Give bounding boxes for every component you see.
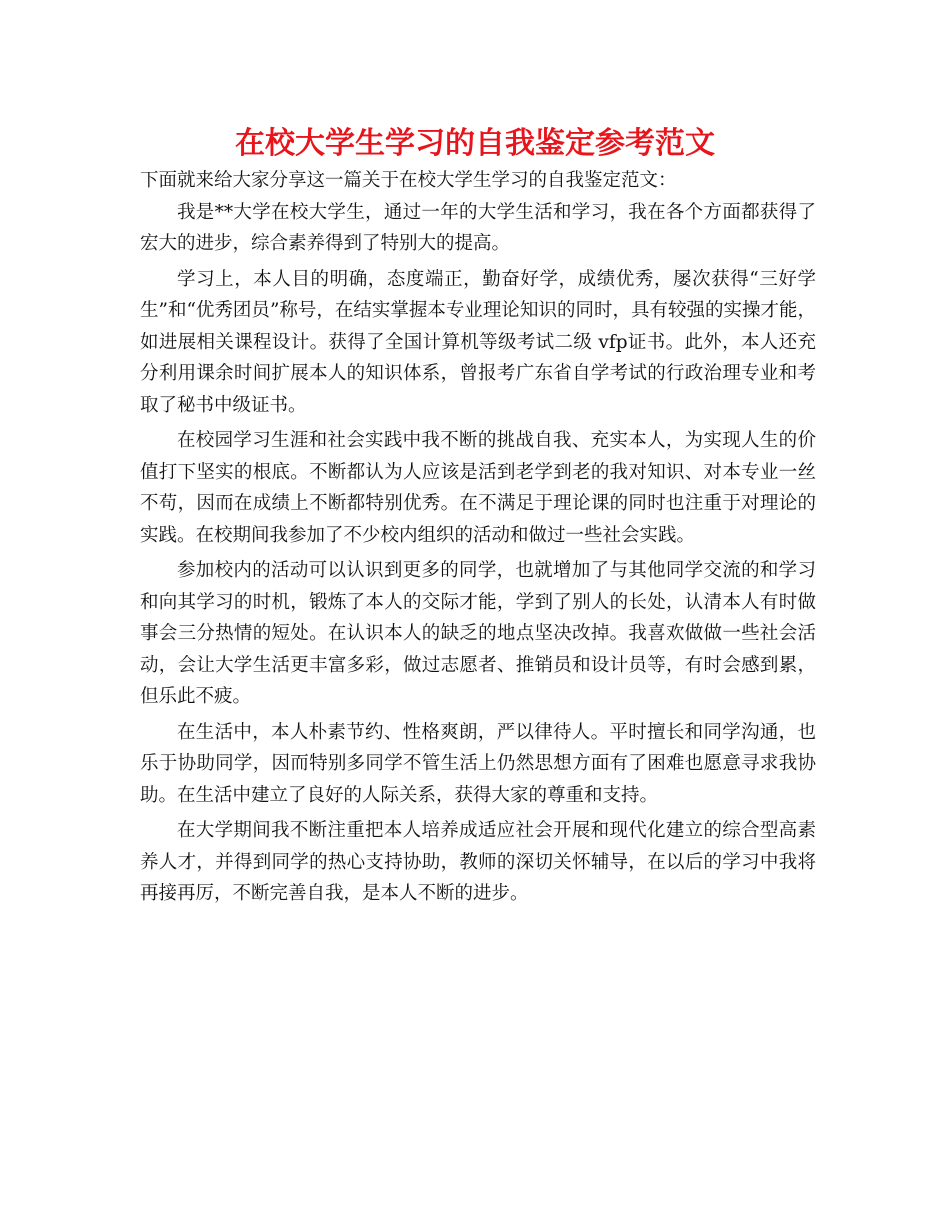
document-body	[140, 165, 816, 914]
paragraph-5: 在生活中，本人朴素节约、性格爽朗，严以律待人。平时擅长和同学沟通，也乐于协助同学，因而特别多同学不管生活上仍然思想方面有了困难也愿意寻求我协助。在生活中建立了良好的人际关系，获得大家的尊重和支持。	[140, 721, 816, 806]
intro-line: 下面就来给大家分享这一篇关于在校大学生学习的自我鉴定范文：	[140, 170, 677, 191]
document-title: 在校大学生学习的自我鉴定参考范文	[235, 126, 715, 161]
paragraph-1: 我是**大学在校大学生，通过一年的大学生活和学习，我在各个方面都获得了宏大的进步，综合素养得到了特别大的提高。	[140, 201, 816, 254]
paragraph-4: 参加校内的活动可以认识到更多的同学，也就增加了与其他同学交流的和学习和向其学习的时机，锻炼了本人的交际才能，学到了别人的长处，认清本人有时做事会三分热情的短处。在认识本人的缺乏的地点坚决改掉。我喜欢做做一些社会活动，会让大学生活更丰富多彩，做过志愿者、推销员和设计员等，有时会感到累，但乐此不疲。	[140, 560, 816, 707]
paragraph-6: 在大学期间我不断注重把本人培养成适应社会开展和现代化建立的综合型高素养人才，并得到同学的热心支持协助，教师的深切关怀辅导，在以后的学习中我将再接再厉，不断完善自我，是本人不断的进步。	[140, 820, 816, 904]
paragraph-3: 在校园学习生涯和社会实践中我不断的挑战自我、充实本人，为实现人生的价值打下坚实的根底。不断都认为人应该是活到老学到老的我对知识、对本专业一丝不苟，因而在成绩上不断都特别优秀。在不满足于理论课的同时也注重于对理论的实践。在校期间我参加了不少校内组织的活动和做过一些社会实践。	[140, 430, 816, 546]
paragraph-2: 学习上，本人目的明确，态度端正，勤奋好学，成绩优秀，屡次获得“三好学生”和“优秀团员”称号，在结实掌握本专业理论知识的同时，具有较强的实操才能，如进展相关课程设计。获得了全国计算机等级考试二级 vfp证书。此外，本人还充分利用课余时间扩展本人的知识体系，曾报考广东省自学考试的行政治理专业和考取了秘书中级证书。	[140, 268, 816, 416]
